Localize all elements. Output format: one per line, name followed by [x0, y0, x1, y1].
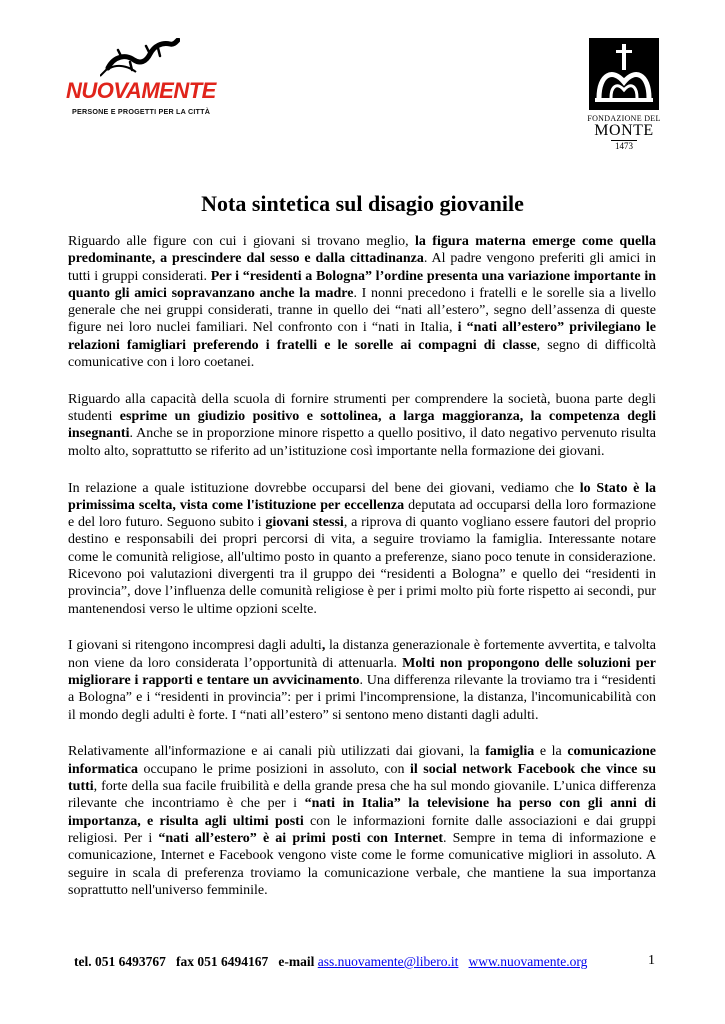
text-run: , a riprova di quanto vogliano essere fautori del proprio destino e responsabili dei propri percorsi di vita, a seguire troviamo la famiglia. Interessante notare come le comunità religiose, all'ultimo posto in quanto a preferenze, siano poco tenute in considerazione. Ricevono poi valutazioni divergenti tra il gruppo dei “residenti a Bologna” e quello dei “residenti in provincia”, dove l’influenza delle comunità religiose è per i primi molto più forte rispetto ai secondi, pur mantenendosi verso le ultime opzioni scelte. [68, 515, 656, 617]
brand-tagline: PERSONE E PROGETTI PER LA CITTÀ [72, 107, 211, 116]
bold-run: Per i “residenti a Bologna” l’ordine presenta una variazione importante in quanto gli amici sopravanzano anche la madre [68, 268, 657, 301]
bold-run: comunicazione informatica [68, 744, 656, 777]
bold-run: la figura materna emerge come quella predominante, a prescindere dal sesso e dalla cittadinanza [68, 234, 656, 267]
footer-email-label: e-mail [278, 954, 315, 969]
text-run: Riguardo alle figure con cui i giovani si trovano meglio, [68, 234, 416, 249]
lizard-icon [100, 38, 180, 78]
page-number: 1 [648, 953, 655, 968]
bold-run: giovani stessi [265, 515, 344, 531]
body-paragraph [68, 637, 656, 723]
foundation-line2: MONTE [594, 122, 654, 139]
text-run: In relazione a quale istituzione dovrebbe occuparsi del bene dei giovani, vediamo che [68, 480, 580, 496]
text-run: deputata ad occuparsi della loro formazione e del loro futuro. Seguono subito i [68, 497, 656, 531]
text-run: e la [534, 744, 568, 760]
text-run: . Al padre vengono preferiti gli amici in tutti i gruppi considerati. [68, 251, 656, 284]
body-paragraph [68, 391, 656, 460]
bold-run: , [321, 638, 326, 654]
bold-run: famiglia [485, 744, 535, 760]
foundation-year: 1473 [611, 140, 637, 151]
fondazione-del-monte-logo [586, 38, 660, 158]
footer-email-link[interactable]: ass.nuovamente@libero.it [317, 954, 459, 969]
footer-contacts [74, 954, 658, 970]
footer-tel: tel. 051 6493767 [74, 954, 166, 969]
text-run: , forte della sua facile fruibilità e della grande presa che ha sul mondo giovanile. L’unica differenza rilevante che incontriamo è che per i [68, 779, 656, 812]
text-run: la distanza generazionale è fortemente avvertita, e talvolta non viene da loro considerata l’opportunità di attenuarla. [68, 638, 657, 671]
body-paragraph [68, 480, 656, 618]
text-run: Relativamente all'informazione e ai canali più utilizzati dai giovani, la [68, 744, 486, 760]
body-paragraph [68, 743, 656, 899]
body-paragraph [68, 233, 656, 371]
text-run: . Sempre in tema di informazione e comunicazione, Internet e Facebook vengono viste come le forme comunicative migliori in assoluto. A seguire in scala di preferenza troviamo la comunicazione verbale, che mantiene la sua importanza soprattutto nell'universo femminile. [68, 830, 656, 898]
bold-run: lo Stato è la primissima scelta, vista come l'istituzione per eccellenza [68, 480, 656, 513]
text-run: I giovani si ritengono incompresi dagli adulti [68, 638, 322, 654]
brand-name: NUOVAMENTE [66, 78, 216, 103]
bold-run: “nati all’estero” è ai primi posti con Internet [158, 830, 443, 846]
document-body [68, 233, 656, 919]
bold-run: Molti non propongono delle soluzioni per migliorare i rapporti e tentare un avvicinamento [68, 655, 656, 689]
text-run: . I nonni precedono i fratelli e le sorelle sia a livello generale che nei gruppi considerati, tranne in quello dei “nati all’estero”, segno dell’assenza di queste figure nei loro nuclei familiari. Nel confronto con i “nati in Italia, [68, 285, 657, 336]
bold-run: esprime un giudizio positivo e sottolinea, a larga maggioranza, la competenza degli insegnanti [68, 409, 656, 442]
foundation-emblem [589, 38, 659, 110]
footer-website-link[interactable]: www.nuovamente.org [468, 954, 588, 969]
cross-arch-icon [589, 38, 659, 110]
foundation-line1: FONDAZIONE DEL [587, 114, 661, 123]
footer-fax: fax 051 6494167 [176, 954, 269, 969]
text-run: Riguardo alla capacità della scuola di fornire strumenti per comprendere la società, buona parte degli studenti [68, 391, 656, 425]
bold-run: “nati in Italia” la televisione ha perso con gli anni di importanza, e risulta agli ultimi posti [68, 796, 656, 829]
text-run: . Una differenza rilevante la troviamo tra i “residenti a Bologna” e i “residenti in provincia”: per i primi l'incomprensione, la distanza, l'incomunicabilità con il mondo degli adulti è forte. I “nati all’estero” si sentono meno distanti dagli adulti. [68, 673, 656, 723]
text-run: . Anche se in proporzione minore rispetto a quello positivo, il dato negativo pervenuto risulta molto alto, soprattutto se riferito ad un’istituzione così importante nella formazione dei giovani. [68, 426, 656, 459]
bold-run: i “nati all’estero” privilegiano le relazioni famigliari preferendo i fratelli e le sorelle ai compagni di classe [68, 320, 656, 353]
bold-run: il social network Facebook che vince su tutti [68, 761, 656, 795]
text-run: con le informazioni fornite dalle associazioni e dai gruppi religiosi. Per i [68, 813, 656, 846]
document-title: Nota sintetica sul disagio giovanile [201, 191, 524, 216]
nuovamente-logo [66, 38, 236, 128]
text-run: , segno di difficoltà comunicative con i loro coetanei. [68, 337, 656, 371]
text-run: occupano le prime posizioni in assoluto, con [137, 761, 411, 777]
